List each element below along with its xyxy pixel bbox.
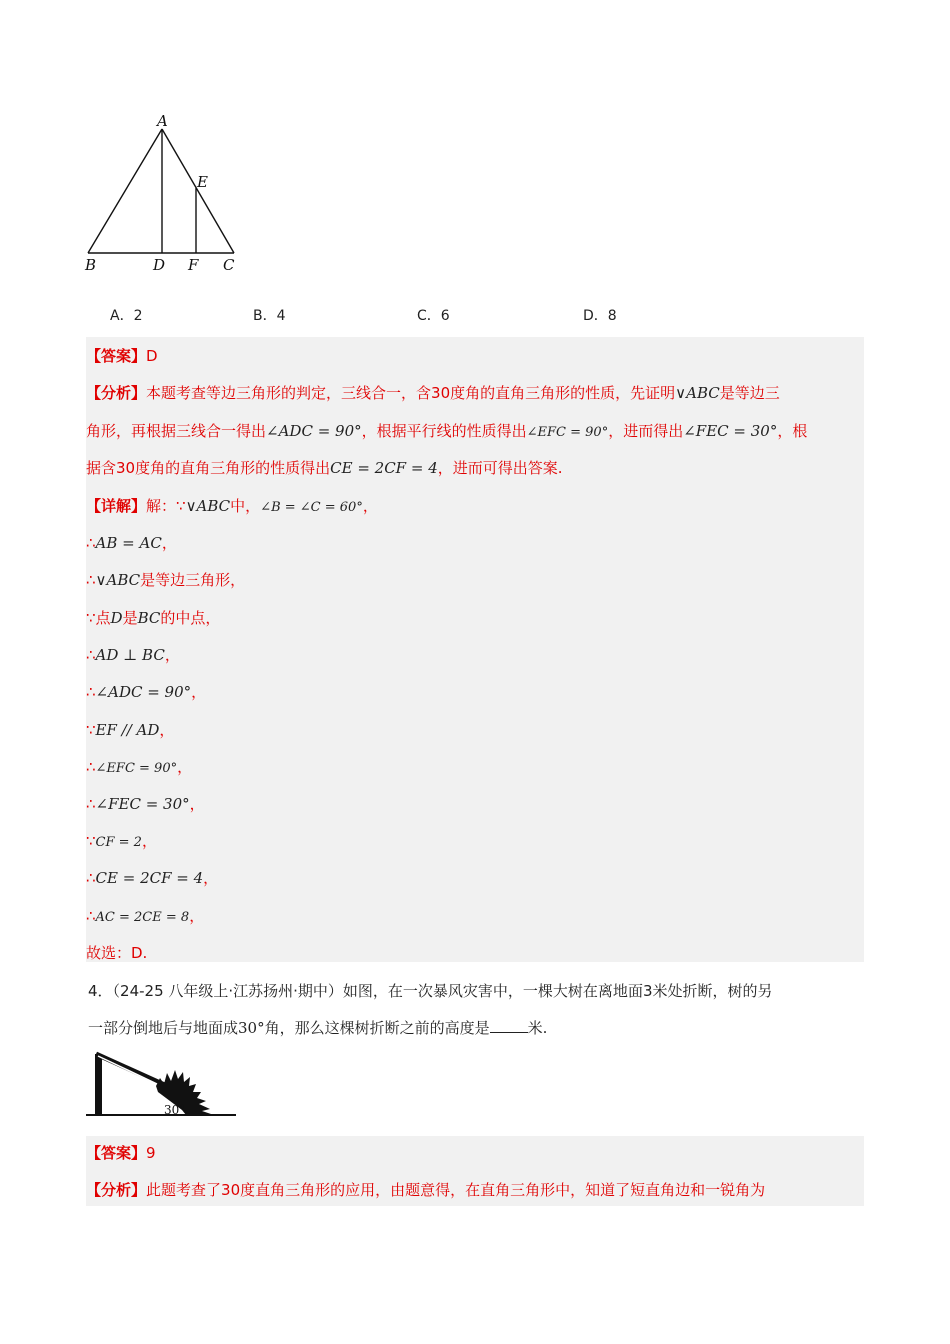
q4-text: 一部分倒地后与地面成 xyxy=(88,1019,239,1037)
analysis-text: 角形，再根据三线合一得出 xyxy=(86,422,267,440)
q4-line-1 xyxy=(88,980,773,1001)
step-line: ∵EF // AD， xyxy=(86,721,175,739)
label-f: F xyxy=(188,256,199,274)
analysis-math: ∠FEC = 30° xyxy=(683,422,778,440)
label-d: D xyxy=(153,256,166,274)
step-line: ∴∠FEC = 30°， xyxy=(86,795,205,813)
analysis-number: 30 xyxy=(116,459,136,477)
step-line: ∴CE = 2CF = 4， xyxy=(86,869,219,887)
detail-math: ∨ABC xyxy=(185,497,231,515)
analysis-text: 度角的直角三角形的性质得出 xyxy=(135,459,331,477)
triangle-figure xyxy=(80,112,250,277)
side-ac xyxy=(162,129,234,253)
q4-text: 角，那么这棵树折断之前的高度是 xyxy=(264,1019,490,1037)
q4-analysis-line xyxy=(86,1179,765,1200)
q4-text: 4．（24-25 八年级上·江苏扬州·期中）如图，在一次暴风灾害中，一棵大树在离地面 xyxy=(88,982,643,1000)
detail-text: ， xyxy=(362,497,378,515)
detail-tag: 【详解】 xyxy=(86,497,147,515)
q3-answer-line xyxy=(86,345,158,366)
analysis-number: 30 xyxy=(221,1181,241,1199)
q4-number: 3 xyxy=(642,982,653,1000)
q4-text: 米处折断，树的另 xyxy=(652,982,773,1000)
conclusion-line xyxy=(86,942,147,963)
answer-value: 9 xyxy=(146,1144,156,1162)
step-line: ∴AD ⊥ BC， xyxy=(86,646,180,664)
analysis-math: CE = 2CF = 4 xyxy=(330,459,438,477)
answer-blank xyxy=(490,1020,528,1033)
analysis-tag: 【分析】 xyxy=(86,384,147,402)
analysis-math: ∨ABC xyxy=(675,384,720,402)
step-line: ∴∨ABC是等边三角形， xyxy=(86,571,246,589)
analysis-text: 据含 xyxy=(86,459,117,477)
choice-d: D．8 xyxy=(583,308,617,324)
broken-tree-figure xyxy=(86,1046,238,1120)
detail-math: ∠B = ∠C = 60° xyxy=(260,500,363,515)
q3-analysis-line-1 xyxy=(86,382,780,403)
analysis-number: 30 xyxy=(431,384,451,402)
step-line: ∴AC = 2CE = 8， xyxy=(86,907,205,925)
answer-value: D xyxy=(146,347,158,365)
analysis-text: 度角的直角三角形的性质，先证明 xyxy=(450,384,676,402)
analysis-text: 度直角三角形的应用，由题意得，在直角三角形中，知道了短直角边和一锐角为 xyxy=(240,1181,766,1199)
step-line: ∵点D是BC的中点， xyxy=(86,609,221,627)
label-c: C xyxy=(223,256,235,274)
q3-detail-line-1 xyxy=(86,495,378,516)
choice-b: B．4 xyxy=(253,308,286,324)
step-line: ∴AB = AC， xyxy=(86,534,177,552)
analysis-text: ，进而可得出答案. xyxy=(437,459,563,477)
analysis-text: ，根据平行线的性质得出 xyxy=(361,422,527,440)
analysis-text: ，根 xyxy=(777,422,808,440)
conclusion-text: 故选：D. xyxy=(86,944,148,962)
step-line: ∵CF = 2， xyxy=(86,832,157,850)
choice-a: A．2 xyxy=(110,308,143,324)
analysis-text: 是等边三 xyxy=(719,384,780,402)
label-e: E xyxy=(197,173,208,191)
step-line: ∴∠EFC = 90°， xyxy=(86,758,193,776)
analysis-text: 本题考查等边三角形的判定，三线合一，含 xyxy=(146,384,432,402)
q4-solution-box xyxy=(86,1136,864,1206)
tree-trunk xyxy=(95,1054,102,1115)
side-ab xyxy=(88,129,162,253)
angle-label: 30° xyxy=(164,1103,186,1117)
choice-c: C．6 xyxy=(417,308,450,324)
label-b: B xyxy=(85,256,97,274)
q3-solution-box xyxy=(86,337,864,962)
q3-analysis-line-3 xyxy=(86,457,563,478)
answer-tag: 【答案】 xyxy=(86,1144,147,1162)
detail-text: 解：∵ xyxy=(146,497,186,515)
q3-analysis-line-2 xyxy=(86,420,807,441)
analysis-tag: 【分析】 xyxy=(86,1181,147,1199)
label-a: A xyxy=(157,112,168,130)
q4-number: 30° xyxy=(238,1019,265,1037)
q4-line-2 xyxy=(88,1017,547,1038)
step-line: ∴∠ADC = 90°， xyxy=(86,683,207,701)
q4-answer-line xyxy=(86,1142,156,1163)
analysis-math: ∠EFC = 90° xyxy=(526,425,609,440)
answer-tag: 【答案】 xyxy=(86,347,147,365)
analysis-text: ，进而得出 xyxy=(608,422,684,440)
analysis-text: 此题考查了 xyxy=(146,1181,222,1199)
detail-text: 中， xyxy=(230,497,261,515)
analysis-math: ∠ADC = 90° xyxy=(266,422,362,440)
q4-text: 米. xyxy=(527,1019,548,1037)
